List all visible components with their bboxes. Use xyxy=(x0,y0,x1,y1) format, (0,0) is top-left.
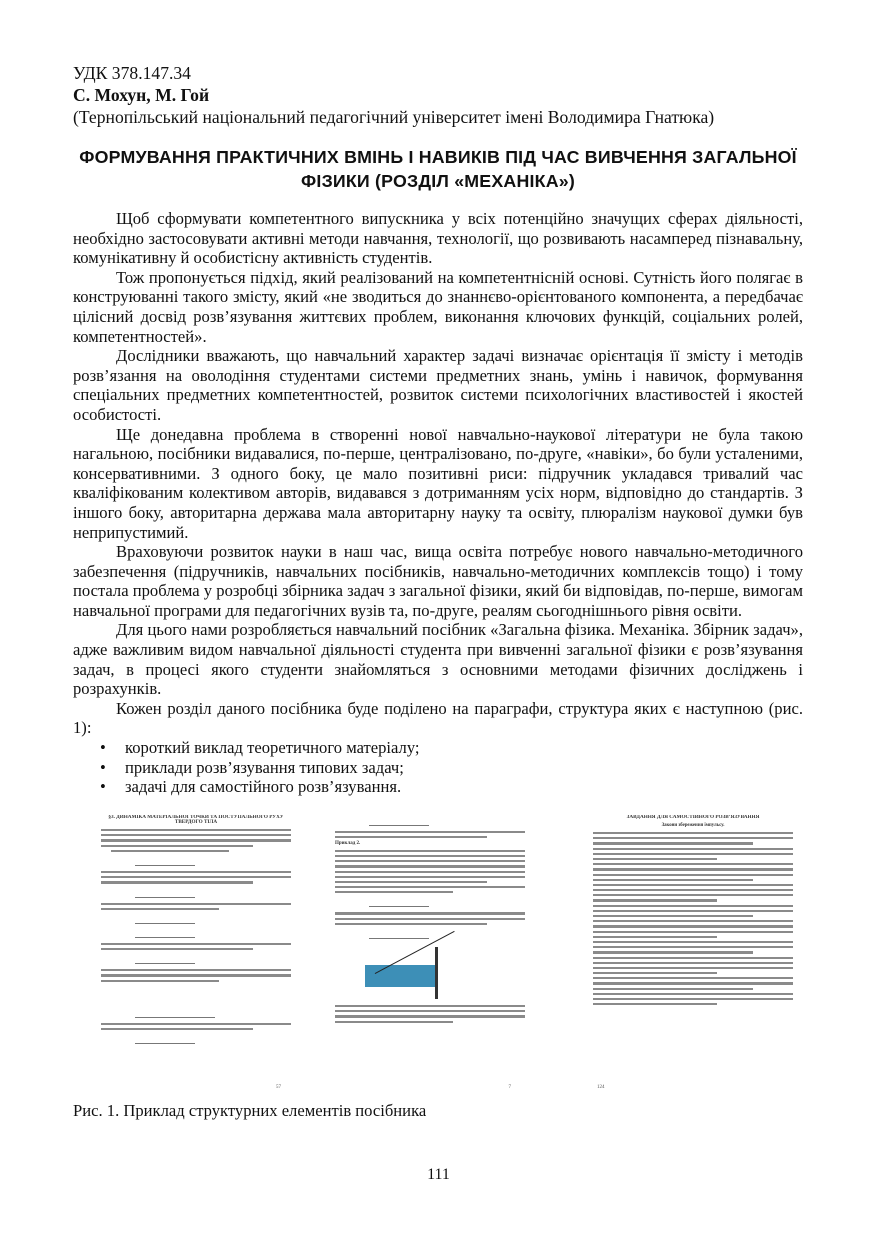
figure-page-number: 124 xyxy=(597,1085,605,1091)
bullet-icon: • xyxy=(100,777,106,797)
figure-page-heading: Приклад 2. xyxy=(335,841,361,847)
paper-title: ФОРМУВАННЯ ПРАКТИЧНИХ ВМІНЬ І НАВИКІВ ПІД ЧАС ВИВЧЕННЯ ЗАГАЛЬНОЇ ФІЗИКИ (РОЗДІЛ «МЕХАНІКА») xyxy=(79,147,797,191)
bullet-text: короткий виклад теоретичного матеріалу; xyxy=(125,738,420,758)
bullet-icon: • xyxy=(100,757,106,777)
figure-1 xyxy=(73,807,803,1099)
figure-river-diagram xyxy=(365,947,475,999)
figure-page-example xyxy=(335,815,525,1091)
bullet-item xyxy=(73,758,803,778)
bullet-text: приклади розв’язування типових задач; xyxy=(125,757,404,777)
figure-page-theory xyxy=(101,815,291,1091)
bullet-list xyxy=(73,738,803,797)
figure-page-number: 7 xyxy=(508,1085,511,1091)
paragraph: Щоб сформувати компетентного випускника у всіх потенційно значущих сферах діяльності, необхідно застосовувати активні методи навчання, технології, що розвивають насамперед пізнавальну, комунікативну й особистісну активність студентів. xyxy=(73,209,803,268)
paragraph: Для цього нами розробляється навчальний посібник «Загальна фізика. Механіка. Збірник задач», адже важливим видом навчальної діяльності студента при вивченні загальної фізики є розв’язування задач, в процесі якого студенти знайомляться з основними методами фізичних досліджень і розрахунків. xyxy=(73,620,803,699)
bullet-icon: • xyxy=(100,738,106,758)
figure-page-heading: §3. ДИНАМІКА МАТЕРІАЛЬНОЇ ТОЧКИ ТА ПОСТУПАЛЬНОГО РУХУ ТВЕРДОГО ТІЛА xyxy=(108,814,284,826)
bullet-text: задачі для самостійного розв’язування. xyxy=(125,777,402,797)
paragraph: Ще донедавна проблема в створенні нової навчально-наукової літератури не була такою нагальною, посібники видавалися, по-перше, централізовано, по-друге, «навіки», бо були усталеними, консервативними. З одного боку, це мало позитивні риси: підручник укладався тривалий час кваліфікованим колективом авторів, видавався з дотриманням усіх норм, відповідно до стандартів. З іншого боку, авторитарна держава мала авторитарну науку та освіту, плюралізм наукової думки був неприпустимий. xyxy=(73,424,803,542)
figure-page-tasks xyxy=(593,815,793,1091)
figure-caption: Рис. 1. Приклад структурних елементів посібника xyxy=(73,1100,427,1120)
bullet-item xyxy=(73,738,803,758)
paragraph: Тож пропонується підхід, який реалізований на компетентнісній основі. Сутність його полягає в конструюванні такого змісту, який «не зводиться до знаннєво-орієнтованого компонента, а передбачає цілісний досвід розв’язування життєвих проблем, виконання ключових функцій, соціальних ролей, компетентностей». xyxy=(73,267,803,346)
paragraph: Дослідники вважають, що навчальний характер задачі визначає орієнтація її змісту і методів розв’язання на оволодіння студентами системи предметних знань, умінь і навичок, формування спеціальних предметних компетентностей, розвиток системи психологічних властивостей і якостей особистості. xyxy=(73,346,803,424)
bullet-item xyxy=(73,777,803,797)
authors: С. Мохун, М. Гой xyxy=(73,85,210,105)
page-number: 111 xyxy=(427,1166,450,1183)
figure-page-heading: ЗАВДАННЯ ДЛЯ САМОСТІЙНОГО РОЗВ’ЯЗУВАННЯ xyxy=(626,814,760,820)
figure-page-subheading: Закони збереження імпульсу. xyxy=(661,823,725,829)
affiliation: (Тернопільський національний педагогічний університет імені Володимира Гнатюка) xyxy=(73,107,715,127)
paper-body xyxy=(73,209,803,797)
paragraph: Враховуючи розвиток науки в наш час, вища освіта потребує нового навчально-методичного забезпечення (підручників, навчальних посібників, навчально-методичних комплексів тощо) і тому постала проблема у розробці збірника задач з загальної фізики, який би відповідав, по-перше, вимогам навчальної програми для педагогічних вузів та, по-друге, реалям сьогоднішнього рівня освіти. xyxy=(73,542,803,620)
figure-page-number: 57 xyxy=(276,1085,281,1091)
paragraph: Кожен розділ даного посібника буде поділено на параграфи, структура яких є наступною (рис. 1): xyxy=(73,698,803,738)
udc-code: УДК 378.147.34 xyxy=(73,63,191,83)
paper-page xyxy=(73,62,803,1121)
